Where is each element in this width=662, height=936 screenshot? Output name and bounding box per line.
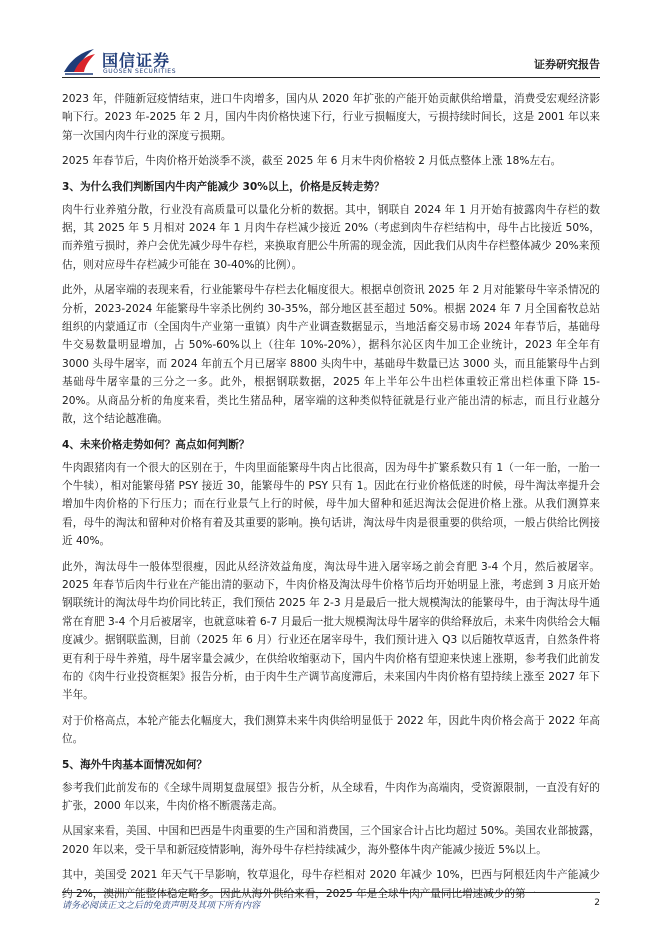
- report-type-label: 证券研究报告: [534, 58, 600, 71]
- header-divider: [62, 77, 600, 78]
- paragraph: 其中，美国受 2021 年天气干旱影响，牧草退化，母牛存栏相对 2020 年减少 10%，巴西与阿根廷肉牛产能减少约 2%，澳洲产能整体稳定略多。因此从海外供给来看，2025 年是全球牛肉产量同比增速减少的第一: [62, 869, 600, 900]
- paragraph: 参考我们此前发布的《全球牛周期复盘展望》报告分析，从全球看，牛肉作为高端肉，受资源限制，一直没有好的扩张，2000 年以来，牛肉价格不断震荡走高。: [62, 781, 600, 812]
- guosen-logo-icon: [62, 46, 96, 76]
- paragraph: 此外，从屠宰端的表现来看，行业能繁母牛存栏去化幅度很大。根据卓创资讯 2025 年 2 月对能繁母牛宰杀情况的分析，2023-2024 年能繁母牛宰杀比例约 30-35%，部分地区甚至超过 50%。根据 2024 年 7 月全国畜牧总站组织的内蒙通辽市（全国肉牛产业第一重镇）肉牛产业调查数据显示，当地活畜交易市场 2024 年春节后，基础母牛交易数量明显增加，占 50%-60%以上（往年 10%-20%），据科尔沁区肉牛加工企业统计，2023 年全年有 3000 头母牛屠宰，而 2024 年前五个月已屠宰 8800 头肉牛中，基础母牛数量已达 3000 头，而且能繁母牛占到基础母牛屠宰量的三分之一多。此外，根据钢联数据，2025 年上半年公牛出栏体重较正常出栏体重下降 15-20%。从商品分析的角度来看，类比生猪品种，屠宰端的这种类似特征就是行业产能出清的标志，而且行业越分散，这个结论越准确。: [62, 284, 600, 426]
- section-heading-4: 4、未来价格走势如何？高点如何判断？: [62, 438, 250, 451]
- paragraph: 肉牛行业养殖分散，行业没有高质量可以量化分析的数据。其中，钢联自 2024 年 1 月开始有披露肉牛存栏的数据，其 2025 年 5 月相对 2024 年 1 月肉牛存栏减少接近 20%（考虑到肉牛存栏结构中，母牛占比接近 50%，而养殖亏损时，养户会优先减少母牛存栏，来换取育肥公牛所需的现金流，因此我们从肉牛存栏整体减少 20%来预估，则对应母牛存栏减少可能在 30-40%的比例）。: [62, 203, 600, 271]
- paragraph: 2025 年春节后，牛肉价格开始淡季不淡，截至 2025 年 6 月末牛肉价格较 2 月低点整体上涨 18%左右。: [62, 155, 562, 168]
- paragraph: 对于价格高点，本轮产能去化幅度大，我们测算未来牛肉供给明显低于 2022 年，因此牛肉价格会高于 2022 年高位。: [62, 714, 600, 746]
- page-number: 2: [594, 898, 600, 908]
- section-heading-3: 3、为什么我们判断国内牛肉产能减少 30%以上，价格是反转走势？: [62, 180, 385, 193]
- report-body: [62, 90, 600, 910]
- page-header: [0, 0, 662, 84]
- logo-text-en: GUOSEN SECURITIES: [103, 68, 177, 75]
- section-heading-5: 5、海外牛肉基本面情况如何？: [62, 758, 208, 771]
- paragraph: 从国家来看，美国、中国和巴西是牛肉重要的生产国和消费国，三个国家合计占比均超过 50%。美国农业部披露，2020 年以来，受干旱和新冠疫情影响，海外母牛存栏持续减少，海外整体牛肉产能减少接近 5%以上。: [62, 825, 600, 856]
- logo-text-cn: 国信证券: [102, 51, 171, 70]
- paragraph: 牛肉跟猪肉有一个很大的区别在于，牛肉里面能繁母牛肉占比很高，因为母牛扩繁系数只有 1（一年一胎，一胎一个牛犊），相对能繁母猪 PSY 接近 30，能繁母牛的 PSY 只有 1。因此在行业价格低迷的时候，母牛淘汰率提升会增加牛肉价格的下行压力；而在行业景气上行的时候，母牛加大留种和延迟淘汰会促进价格上涨。从我们测算来看，母牛的淘汰和留种对价格有着及其重要的影响。换句话讲，淘汰母牛肉是很重要的供给项，一般占供给比例接近 40%。: [62, 461, 600, 548]
- company-logo: [62, 46, 192, 80]
- footer-divider: [62, 892, 600, 893]
- paragraph: 此外，淘汰母牛一般体型很瘦，因此从经济效益角度，淘汰母牛进入屠宰场之前会育肥 3-4 个月，然后被屠宰。2025 年春节后肉牛行业在产能出清的驱动下，牛肉价格及淘汰母牛价格节后均开始明显上涨，考虑到 3 月底开始钢联统计的淘汰母牛均价同比转正，我们预估 2025 年 2-3 月是最后一批大规模淘汰的能繁母牛，由于淘汰母牛通常在育肥 3-4 个月后被屠宰，也就意味着 6-7 月最后一批大规模淘汰母牛屠宰的供给释放后，未来牛肉供给会大幅度减少。据钢联监测，目前（2025 年 6 月）行业还在屠宰母牛，我们预计进入 Q3 以后随牧草返青，自然条件将更有利于母牛养殖，母牛屠宰量会减少，在供给收缩驱动下，国内牛肉价格有望迎来快速上涨期，参考我们此前发布的《肉牛行业投资框架》报告分析，由于肉牛生产调节高度滞后，未来国内牛肉价格有望持续上涨至 2027 年下半年。: [62, 560, 600, 702]
- disclaimer-note: 请务必阅读正文之后的免责声明及其项下所有内容: [62, 901, 261, 911]
- paragraph: 2023 年，伴随新冠疫情结束，进口牛肉增多，国内从 2020 年扩张的产能开始贡献供给增量，消费受宏观经济影响下行。2023 年-2025 年 2 月，国内牛肉价格快速下行，行业亏损幅度大，亏损持续时间长，这是 2001 年以来第一次国内肉牛行业的深度亏损期。: [62, 93, 600, 142]
